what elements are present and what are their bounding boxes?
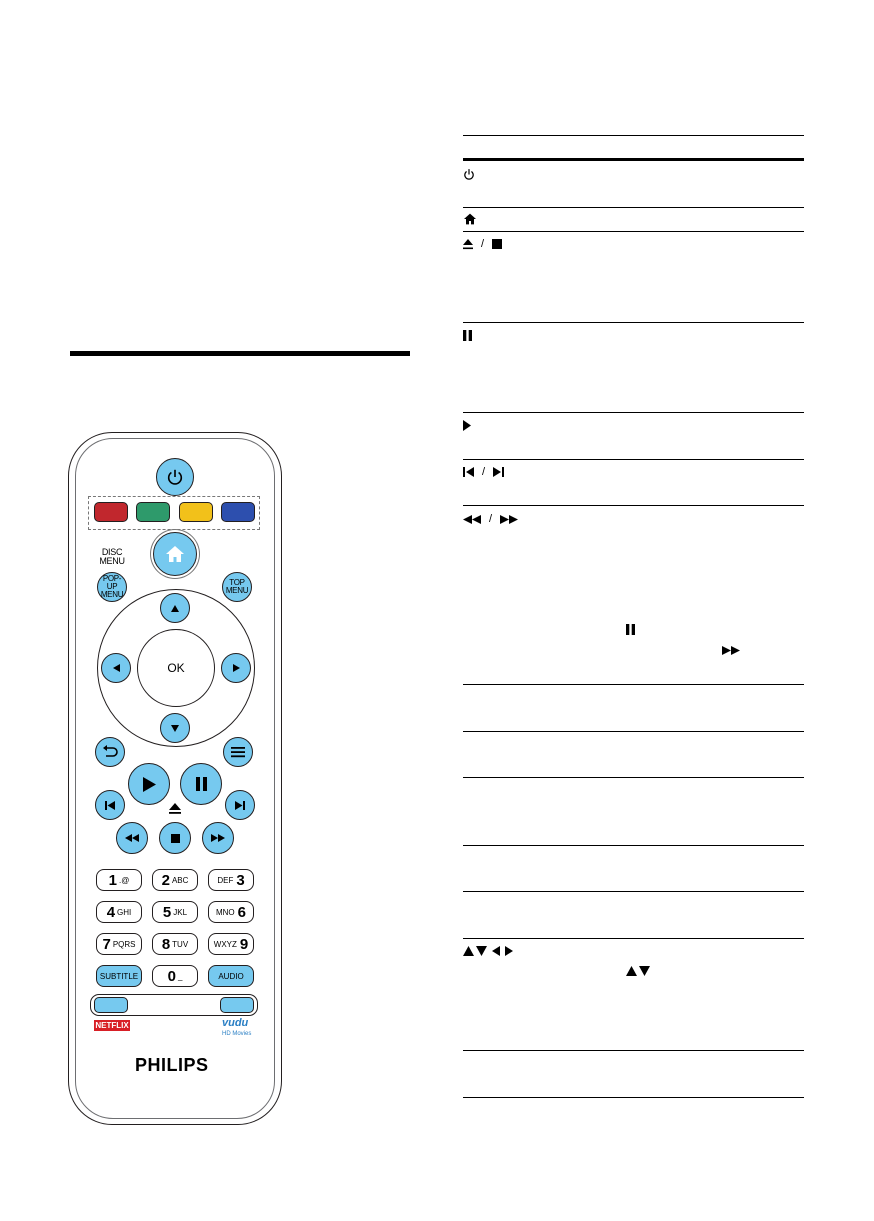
rewind-button[interactable] bbox=[116, 822, 148, 854]
table-row-divider bbox=[463, 1050, 804, 1051]
subtitle-button[interactable] bbox=[96, 965, 142, 987]
popup-menu-label: POP-UP MENU bbox=[100, 574, 124, 599]
pause-icon bbox=[196, 777, 207, 791]
nav-left-button[interactable] bbox=[101, 653, 131, 683]
key-5[interactable]: 5 JKL bbox=[152, 901, 198, 923]
table-row-rewind-forward: / bbox=[463, 512, 518, 526]
inline-up-down-icons bbox=[626, 966, 650, 976]
pause-button[interactable] bbox=[180, 763, 222, 805]
table-row-divider bbox=[463, 777, 804, 778]
power-icon bbox=[166, 468, 184, 486]
arrow-up-icon bbox=[171, 605, 179, 612]
fast-forward-icon bbox=[211, 834, 225, 842]
netflix-button[interactable] bbox=[94, 997, 128, 1013]
menu-lines-icon bbox=[231, 746, 245, 758]
eject-icon bbox=[463, 239, 473, 250]
back-icon bbox=[102, 745, 118, 759]
rewind-icon bbox=[463, 515, 481, 524]
key-0[interactable]: 0 _ bbox=[152, 965, 198, 987]
key-1[interactable]: 1 .@ bbox=[96, 869, 142, 891]
nav-up-button[interactable] bbox=[160, 593, 190, 623]
green-button[interactable] bbox=[136, 502, 170, 522]
ok-button[interactable] bbox=[137, 629, 215, 707]
table-row-skip: / bbox=[463, 465, 504, 479]
fast-forward-icon-inline bbox=[722, 646, 740, 655]
vudu-button[interactable] bbox=[220, 997, 254, 1013]
table-row-divider bbox=[463, 684, 804, 685]
brand-logo: PHILIPS bbox=[135, 1055, 209, 1075]
table-row-pause bbox=[463, 328, 472, 342]
popup-menu-button[interactable] bbox=[97, 572, 127, 602]
table-row-divider bbox=[463, 412, 804, 413]
table-row-divider bbox=[463, 845, 804, 846]
play-icon bbox=[143, 777, 156, 792]
back-button[interactable] bbox=[95, 737, 125, 767]
table-row-divider bbox=[463, 207, 804, 208]
home-icon bbox=[463, 213, 477, 225]
power-button[interactable] bbox=[156, 458, 194, 496]
key-4[interactable]: 4 GHI bbox=[96, 901, 142, 923]
audio-label: AUDIO bbox=[218, 971, 244, 981]
rewind-icon bbox=[125, 834, 139, 842]
home-button[interactable] bbox=[153, 532, 197, 576]
power-icon bbox=[463, 168, 475, 181]
table-bottom-rule bbox=[463, 1097, 804, 1098]
arrow-right-icon bbox=[505, 946, 513, 956]
key-7[interactable]: 7 PQRS bbox=[96, 933, 142, 955]
skip-previous-icon bbox=[105, 801, 115, 810]
table-row-divider bbox=[463, 505, 804, 506]
subtitle-label: SUBTITLE bbox=[99, 971, 139, 981]
table-row-divider bbox=[463, 459, 804, 460]
arrow-left-icon bbox=[113, 664, 120, 672]
key-3[interactable]: DEF 3 bbox=[208, 869, 254, 891]
table-row-divider bbox=[463, 731, 804, 732]
arrow-down-icon bbox=[171, 725, 179, 732]
eject-icon bbox=[169, 803, 181, 814]
options-button[interactable] bbox=[223, 737, 253, 767]
vudu-subtitle: HD Movies bbox=[222, 1031, 252, 1037]
ok-label: OK bbox=[167, 661, 185, 675]
vudu-logo: vudu bbox=[222, 1017, 249, 1029]
stop-icon bbox=[171, 834, 180, 843]
skip-next-icon bbox=[493, 467, 504, 477]
table-row-eject-stop: / bbox=[463, 237, 502, 251]
nav-right-button[interactable] bbox=[221, 653, 251, 683]
arrow-up-icon bbox=[626, 966, 637, 976]
stop-icon bbox=[492, 239, 502, 249]
key-2[interactable]: 2 ABC bbox=[152, 869, 198, 891]
key-9[interactable]: WXYZ 9 bbox=[208, 933, 254, 955]
skip-next-icon bbox=[235, 801, 245, 810]
disc-menu-label: DISC MENU bbox=[99, 547, 125, 566]
blue-button[interactable] bbox=[221, 502, 255, 522]
arrow-up-icon bbox=[463, 946, 474, 956]
play-button[interactable] bbox=[128, 763, 170, 805]
stop-button[interactable] bbox=[159, 822, 191, 854]
table-row-divider bbox=[463, 322, 804, 323]
top-menu-button[interactable] bbox=[222, 572, 252, 602]
top-menu-label: TOP MENU bbox=[225, 578, 249, 595]
yellow-button[interactable] bbox=[179, 502, 213, 522]
nav-down-button[interactable] bbox=[160, 713, 190, 743]
fast-forward-button[interactable] bbox=[202, 822, 234, 854]
table-row-play bbox=[463, 418, 471, 432]
arrow-down-icon bbox=[476, 946, 487, 956]
arrow-down-icon bbox=[639, 966, 650, 976]
play-icon bbox=[463, 420, 471, 431]
table-row-divider bbox=[463, 938, 804, 939]
netflix-logo: NETFLIX bbox=[95, 1021, 129, 1030]
table-row-divider bbox=[463, 891, 804, 892]
pause-icon-inline bbox=[626, 624, 635, 635]
key-8[interactable]: 8 TUV bbox=[152, 933, 198, 955]
home-icon bbox=[165, 545, 185, 563]
key-6[interactable]: MNO 6 bbox=[208, 901, 254, 923]
red-button[interactable] bbox=[94, 502, 128, 522]
table-row-home bbox=[463, 212, 477, 226]
skip-next-button[interactable] bbox=[225, 790, 255, 820]
audio-button[interactable] bbox=[208, 965, 254, 987]
pause-icon bbox=[463, 330, 472, 341]
table-header-rule bbox=[463, 158, 804, 161]
arrow-right-icon bbox=[233, 664, 240, 672]
section-heading-rule bbox=[70, 351, 410, 356]
table-row-divider bbox=[463, 231, 804, 232]
table-top-rule bbox=[463, 135, 804, 136]
table-row-power bbox=[463, 167, 475, 181]
table-row-navigation bbox=[463, 944, 513, 958]
arrow-left-icon bbox=[492, 946, 500, 956]
fast-forward-icon bbox=[500, 515, 518, 524]
skip-previous-button[interactable] bbox=[95, 790, 125, 820]
skip-previous-icon bbox=[463, 467, 474, 477]
